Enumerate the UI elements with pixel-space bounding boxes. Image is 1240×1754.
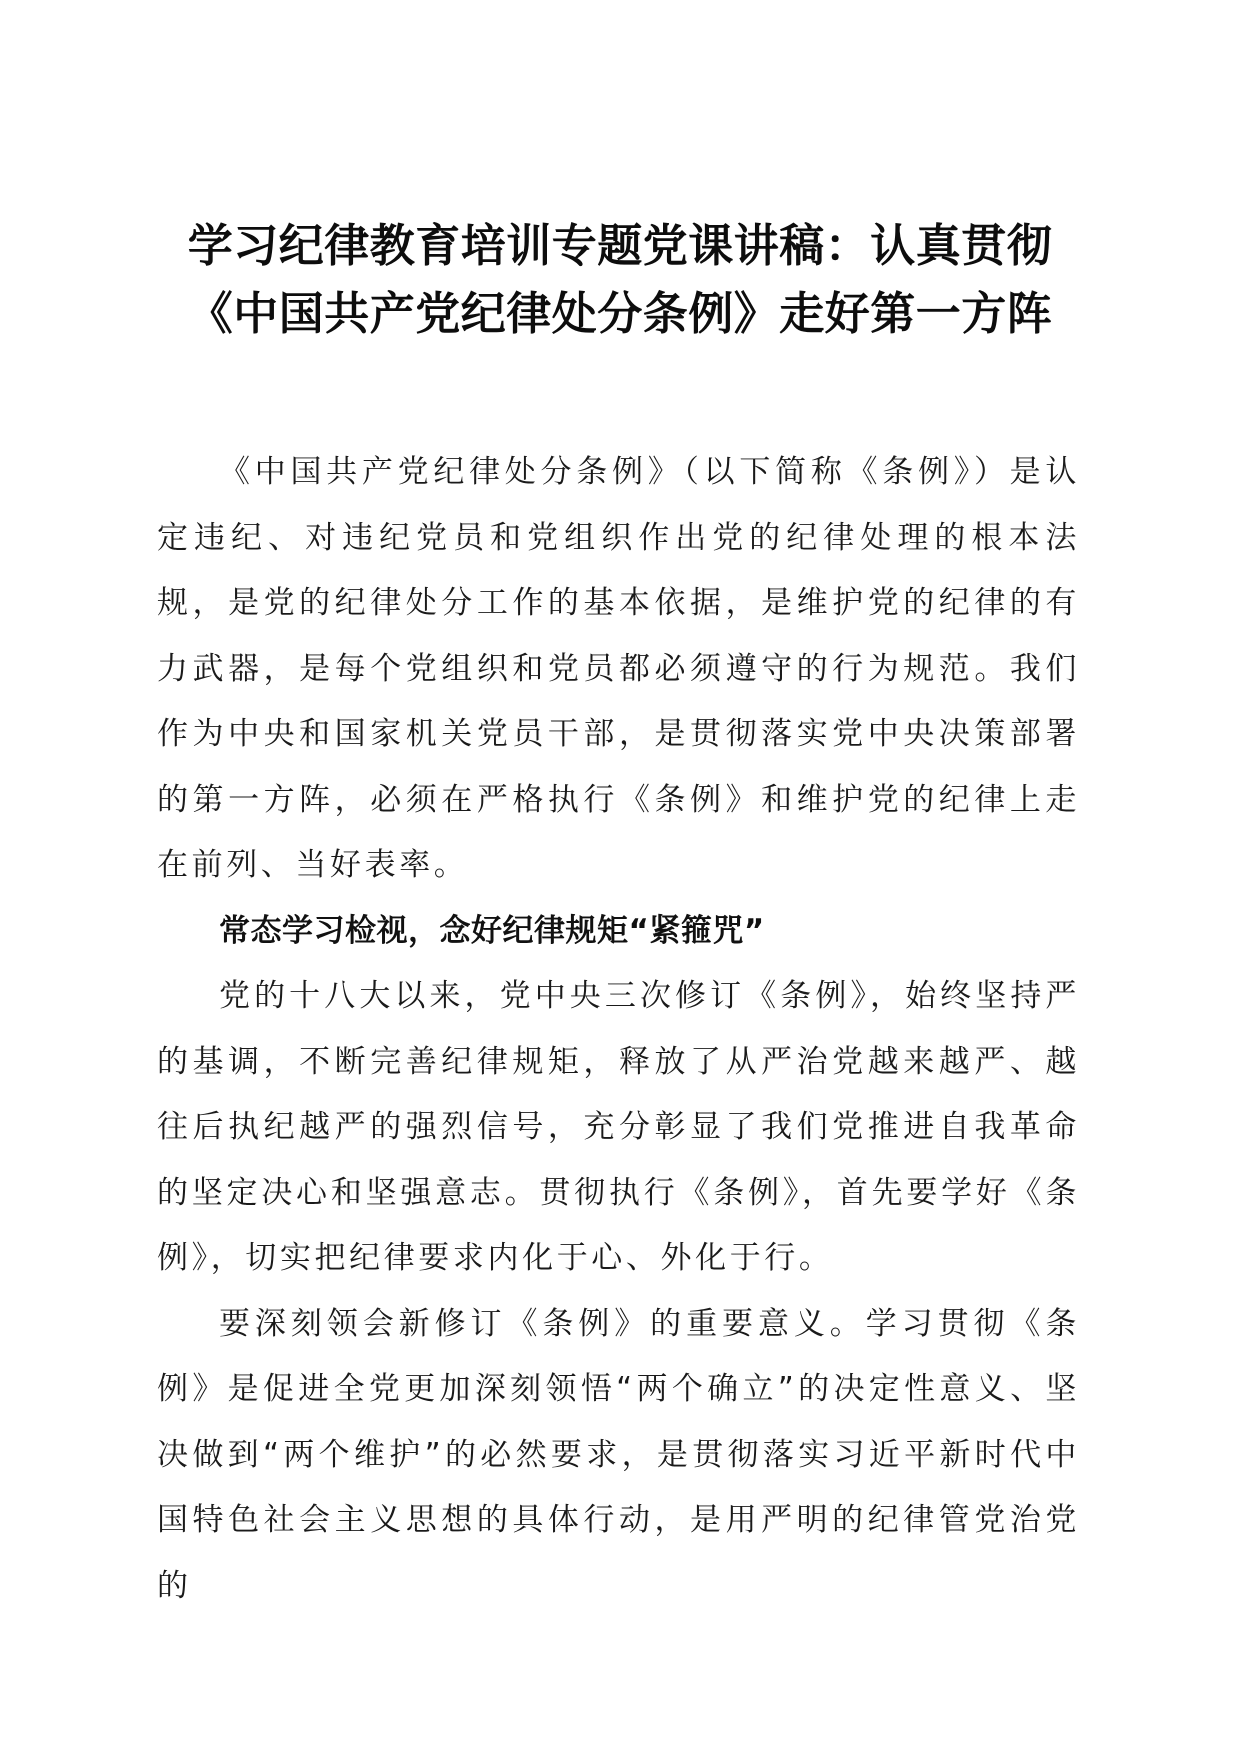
paragraph-intro: 《中国共产党纪律处分条例》（以下简称《条例》）是认定违纪、对违纪党员和党组织作出党的纪律处理的根本法规，是党的纪律处分工作的基本依据，是维护党的纪律的有力武器，是每个党组织和党员都必须遵守的行为规范。我们作为中央和国家机关党员干部，是贯彻落实党中央决策部署的第一方阵，必须在严格执行《条例》和维护党的纪律上走在前列、当好表率。 [157,454,1080,883]
title-line-2: 《中国共产党纪律处分条例》走好第一方阵 [187,287,1053,340]
paragraph-section1-1: 党的十八大以来，党中央三次修订《条例》，始终坚持严的基调，不断完善纪律规矩，释放了从严治党越来越严、越往后执纪越严的强烈信号，充分彰显了我们党推进自我革命的坚定决心和坚强意志。贯彻执行《条例》，首先要学好《条例》，切实把纪律要求内化于心、外化于行。 [157,978,1080,1276]
section-heading-1: 常态学习检视，念好纪律规矩“紧箍咒” [219,912,765,949]
document-body [157,440,1080,1619]
document-title [150,212,1090,348]
title-line-1: 学习纪律教育培训专题党课讲稿：认真贯彻 [187,219,1053,272]
paragraph-section1-2: 要深刻领会新修订《条例》的重要意义。学习贯彻《条例》是促进全党更加深刻领悟“两个确立”的决定性意义、坚决做到“两个维护”的必然要求，是贯彻落实习近平新时代中国特色社会主义思想的具体行动，是用严明的纪律管党治党的 [157,1305,1080,1604]
